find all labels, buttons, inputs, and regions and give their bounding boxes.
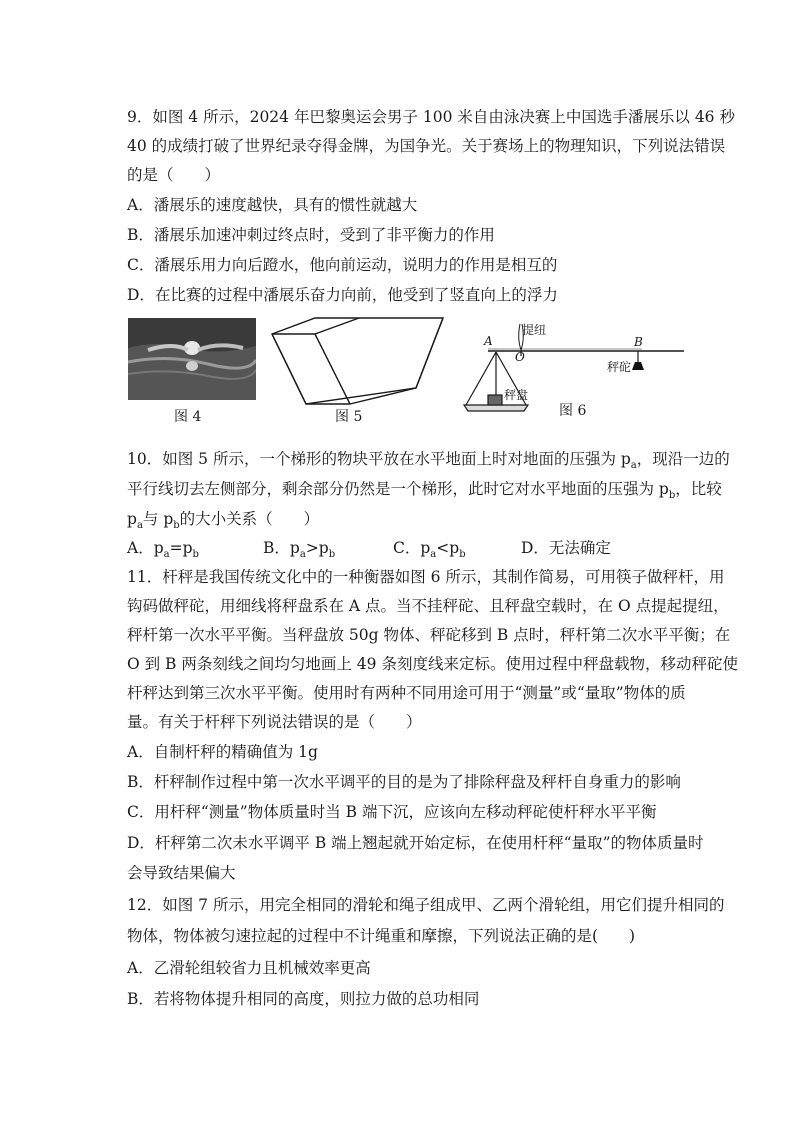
steelyard-label-tiniu: 提纽 [522,323,547,337]
q10-a-sub1: a [163,549,170,561]
q11-stem-line5: 杆秤达到第三次水平平衡。使用时有两种不同用途可用于“测量”或“量取”物体的质 [127,684,686,702]
q11-option-c: C．用杆秤“测量”物体质量时当 B 端下沉，应该向左移动秤砣使杆秤水平平衡 [127,803,657,821]
q10-sub-b: b [668,490,676,502]
swimmer-photo-graphic [128,318,256,400]
q10-l3-p: p [127,510,137,528]
q10-stem-line2 [127,479,722,506]
steelyard-label-a: A [484,334,493,348]
q10-c-lead: C．p [393,539,431,557]
q10-a-sub2: b [192,549,199,561]
q10-stem-line2-tail: ，比较 [675,480,722,498]
q10-l3-tail: 的大小关系（ ） [179,510,320,528]
q11-stem-line4: O 到 B 两条刻线之间均匀地画上 49 条刻度线来定标。使用过程中秤盘载物，移动秤砣使 [127,655,738,673]
q10-b-sub2: b [328,549,336,561]
trapezoid-block-figure [270,316,445,406]
q10-c-sub2: b [459,549,466,561]
q10-l3-sub-a: a [136,520,143,532]
steelyard-label-chengpan: 秤盘 [504,388,529,402]
fig6-caption: 图 6 [559,403,587,419]
q10-c-mid: <p [436,539,460,557]
q10-option-b [263,538,335,565]
fig4-caption: 图 4 [174,409,202,425]
q9-option-c: C．潘展乐用力向后蹬水，他向前运动，说明力的作用是相互的 [127,256,558,274]
q10-option-d: D．无法确定 [521,539,611,557]
q9-option-b: B．潘展乐加速冲刺过终点时，受到了非平衡力的作用 [127,226,495,244]
q11-option-a: A．自制杆秤的精确值为 1g [127,743,318,761]
q10-option-a [127,538,199,565]
q12-stem-line2: 物体，物体被匀速拉起的过程中不计绳重和摩擦，下列说法正确的是( ) [127,927,636,945]
q11-stem-line3: 秤杆第一次水平平衡。当秤盘放 50g 物体、秤砣移到 B 点时，秤杆第二次水平平衡；在 [127,626,731,644]
q12-option-b: B．若将物体提升相同的高度，则拉力做的总功相同 [127,990,480,1008]
q10-a-mid: =p [169,539,193,557]
q10-a-lead: A．p [127,539,164,557]
q12-stem-line1: 12．如图 7 所示，用完全相同的滑轮和绳子组成甲、乙两个滑轮组，用它们提升相同的 [127,896,725,914]
q11-stem-line2: 钩码做秤砣，用细线将秤盘系在 A 点。当不挂秤砣、且秤盘空载时，在 O 点提起提纽， [127,597,729,615]
q10-stem-line2-text: 平行线切去左侧部分，剩余部分仍然是一个梯形，此时它对水平地面的压强为 p [127,480,669,498]
q10-stem-line3 [127,509,319,536]
steelyard-label-chengtuo: 秤砣 [607,360,632,374]
q12-option-a: A．乙滑轮组较省力且机械效率更高 [127,959,371,977]
fig5-caption: 图 5 [335,409,363,425]
q10-l3-sub-b: b [173,520,180,532]
q10-b-sub1: a [299,549,306,561]
q9-stem-line3: 的是（ ） [127,166,221,184]
q9-stem-line1: 9．如图 4 所示，2024 年巴黎奥运会男子 100 米自由泳决赛上中国选手潘展乐以 46 秒 [127,108,735,126]
q10-b-mid: >p [305,539,329,557]
q9-option-a: A．潘展乐的速度越快，具有的惯性就越大 [127,196,418,214]
q10-stem-line1-tail: ，现沿一边的 [636,450,730,468]
q11-option-d-line2: 会导致结果偏大 [127,864,236,882]
q10-stem-line1-text: 10．如图 5 所示，一个梯形的物块平放在水平地面上时对地面的压强为 p [127,450,631,468]
q9-stem-line2: 40 的成绩打破了世界纪录夺得金牌，为国争光。关于赛场上的物理知识，下列说法错误 [127,137,726,155]
q9-option-d: D．在比赛的过程中潘展乐奋力向前，他受到了竖直向上的浮力 [127,286,558,304]
figure-row [127,312,687,425]
q11-option-d-line1: D．杆秤第二次未水平调平 B 端上翘起就开始定标，在使用杆秤“量取”的物体质量时 [127,834,704,852]
q11-option-b: B．杆秤制作过程中第一次水平调平的目的是为了排除秤盘及秤杆自身重力的影响 [127,773,681,791]
q10-c-sub1: a [430,549,437,561]
swimmer-photo [128,318,256,400]
q10-b-lead: B．p [263,539,300,557]
steelyard-label-o: O [515,350,525,364]
q11-stem-line6: 量。有关于杆秤下列说法错误的是（ ） [127,713,422,731]
q10-l3-mid: 与 p [142,510,174,528]
q11-stem-line1: 11．杆秤是我国传统文化中的一种衡器如图 6 所示，其制作简易，可用筷子做秤杆，用 [127,568,725,586]
q10-option-c [393,538,466,565]
q10-stem-line1 [127,449,730,476]
steelyard-label-b: B [634,335,643,349]
q10-sub-a: a [630,460,637,472]
